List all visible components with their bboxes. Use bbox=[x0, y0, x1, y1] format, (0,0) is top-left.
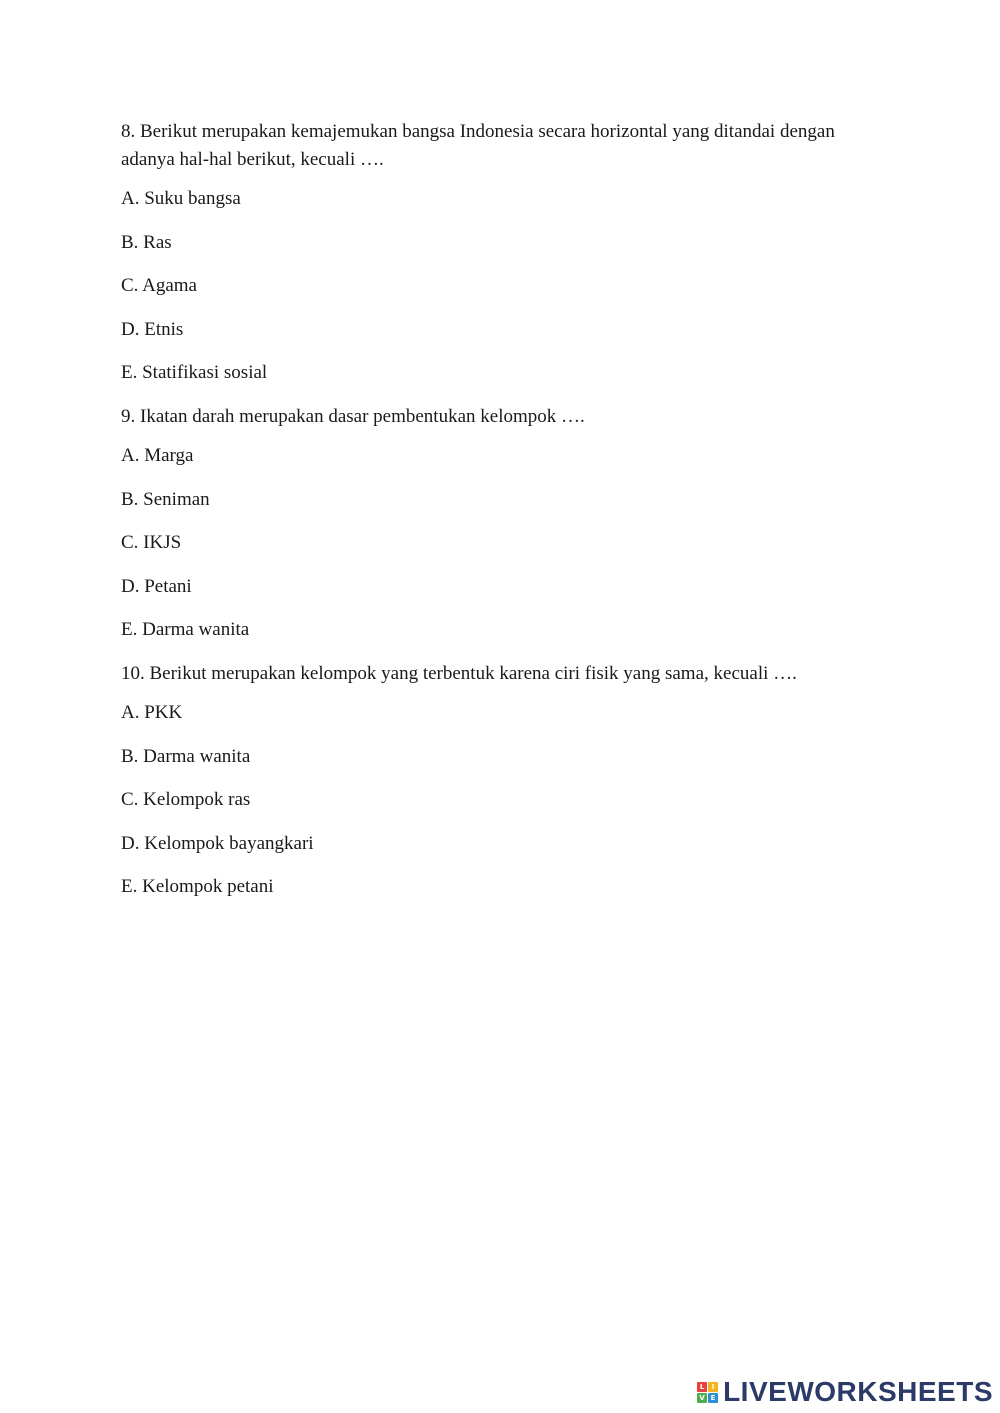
option-c: C. IKJS bbox=[121, 532, 182, 553]
question-10 bbox=[121, 660, 891, 901]
option-c: C. Kelompok ras bbox=[121, 789, 251, 810]
option-e: E. Kelompok petani bbox=[121, 876, 274, 897]
question-text: 8. Berikut merupakan kemajemukan bangsa Indonesia secara horizontal yang ditandai dengan adanya hal-hal berikut, kecuali …. bbox=[121, 121, 835, 170]
liveworksheets-logo-icon bbox=[697, 1382, 718, 1403]
option-d: D. Kelompok bayangkari bbox=[121, 832, 314, 854]
question-9 bbox=[121, 403, 891, 644]
option-list bbox=[121, 185, 891, 386]
option-b: B. Darma wanita bbox=[121, 745, 251, 767]
option-b: B. Seniman bbox=[121, 488, 210, 510]
option-a: A. Marga bbox=[121, 445, 194, 466]
question-text: 10. Berikut merupakan kelompok yang terbentuk karena ciri fisik yang sama, kecuali …. bbox=[121, 662, 797, 684]
option-a: A. PKK bbox=[121, 702, 183, 723]
logo-tile: V bbox=[697, 1393, 707, 1403]
option-c: C. Agama bbox=[121, 275, 197, 296]
question-text: 9. Ikatan darah merupakan dasar pembentukan kelompok …. bbox=[121, 405, 585, 427]
logo-tile: L bbox=[697, 1382, 707, 1392]
option-e: E. Darma wanita bbox=[121, 619, 250, 640]
logo-tile: I bbox=[708, 1382, 718, 1392]
option-e: E. Statifikasi sosial bbox=[121, 362, 268, 383]
option-b: B. Ras bbox=[121, 231, 172, 253]
question-list bbox=[121, 118, 891, 917]
question-8 bbox=[121, 118, 891, 386]
option-list bbox=[121, 699, 891, 900]
option-a: A. Suku bangsa bbox=[121, 188, 241, 209]
brand-wordmark: LIVEWORKSHEETS bbox=[723, 1376, 993, 1407]
option-d: D. Petani bbox=[121, 575, 192, 597]
option-d: D. Etnis bbox=[121, 318, 184, 340]
liveworksheets-brand bbox=[697, 1375, 993, 1409]
option-list bbox=[121, 442, 891, 643]
logo-tile: E bbox=[708, 1393, 718, 1403]
